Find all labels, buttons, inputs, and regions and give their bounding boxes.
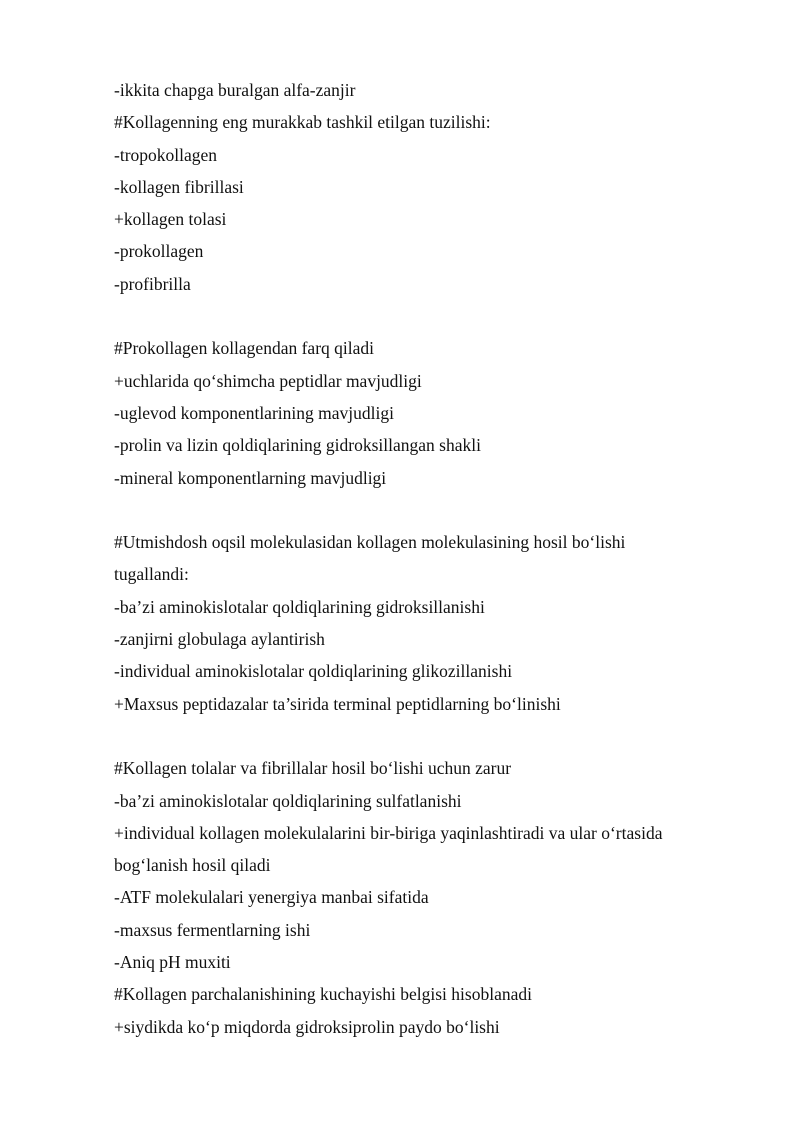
answer-option: -maxsus fermentlarning ishi <box>114 919 311 940</box>
question-heading-continuation: tugallandi: <box>114 564 189 585</box>
question-heading: #Prokollagen kollagendan farq qiladi <box>114 338 374 359</box>
correct-answer-option-continuation: bog‘lanish hosil qiladi <box>114 855 271 876</box>
answer-option: -tropokollagen <box>114 144 218 165</box>
question-heading: #Kollagen tolalar va fibrillalar hosil bo‘lishi uchun zarur <box>114 758 512 779</box>
answer-option: -ba’zi aminokislotalar qoldiqlarining sulfatlanishi <box>114 790 462 811</box>
blank-line <box>114 494 714 526</box>
answer-option: -prokollagen <box>114 241 204 262</box>
answer-option: -mineral komponentlarning mavjudligi <box>114 467 387 488</box>
answer-option: -ATF molekulalari yenergiya manbai sifatida <box>114 887 429 908</box>
answer-option: -zanjirni globulaga aylantirish <box>114 629 325 650</box>
answer-option: -profibrilla <box>114 273 191 294</box>
answer-option: -prolin va lizin qoldiqlarining gidroksillangan shakli <box>114 435 481 456</box>
correct-answer-option: +Maxsus peptidazalar ta’sirida terminal peptidlarning bo‘linishi <box>114 693 561 714</box>
correct-answer-option: +individual kollagen molekulalarini bir-biriga yaqinlashtiradi va ular o‘rtasida <box>114 822 663 843</box>
answer-option: -ikkita chapga buralgan alfa-zanjir <box>114 80 356 100</box>
answer-option: -individual aminokislotalar qoldiqlarining glikozillanishi <box>114 661 513 682</box>
correct-answer-option: +kollagen tolasi <box>114 209 227 230</box>
answer-option: -ba’zi aminokislotalar qoldiqlarining gidroksillanishi <box>114 596 485 617</box>
question-heading: #Kollagenning eng murakkab tashkil etilgan tuzilishi: <box>114 112 491 133</box>
blank-line <box>114 300 714 332</box>
correct-answer-option: +siydikda ko‘p miqdorda gidroksiprolin paydo bo‘lishi <box>114 1016 500 1037</box>
answer-option: -Aniq pH muxiti <box>114 952 231 973</box>
correct-answer-option: +uchlarida qo‘shimcha peptidlar mavjudligi <box>114 370 422 391</box>
question-heading: #Utmishdosh oqsil molekulasidan kollagen molekulasining hosil bo‘lishi <box>114 532 626 553</box>
document-body <box>114 74 714 1043</box>
answer-option: -kollagen fibrillasi <box>114 176 244 197</box>
answer-option: -uglevod komponentlarining mavjudligi <box>114 402 394 423</box>
blank-line <box>114 720 714 752</box>
question-heading: #Kollagen parchalanishining kuchayishi belgisi hisoblanadi <box>114 984 532 1005</box>
